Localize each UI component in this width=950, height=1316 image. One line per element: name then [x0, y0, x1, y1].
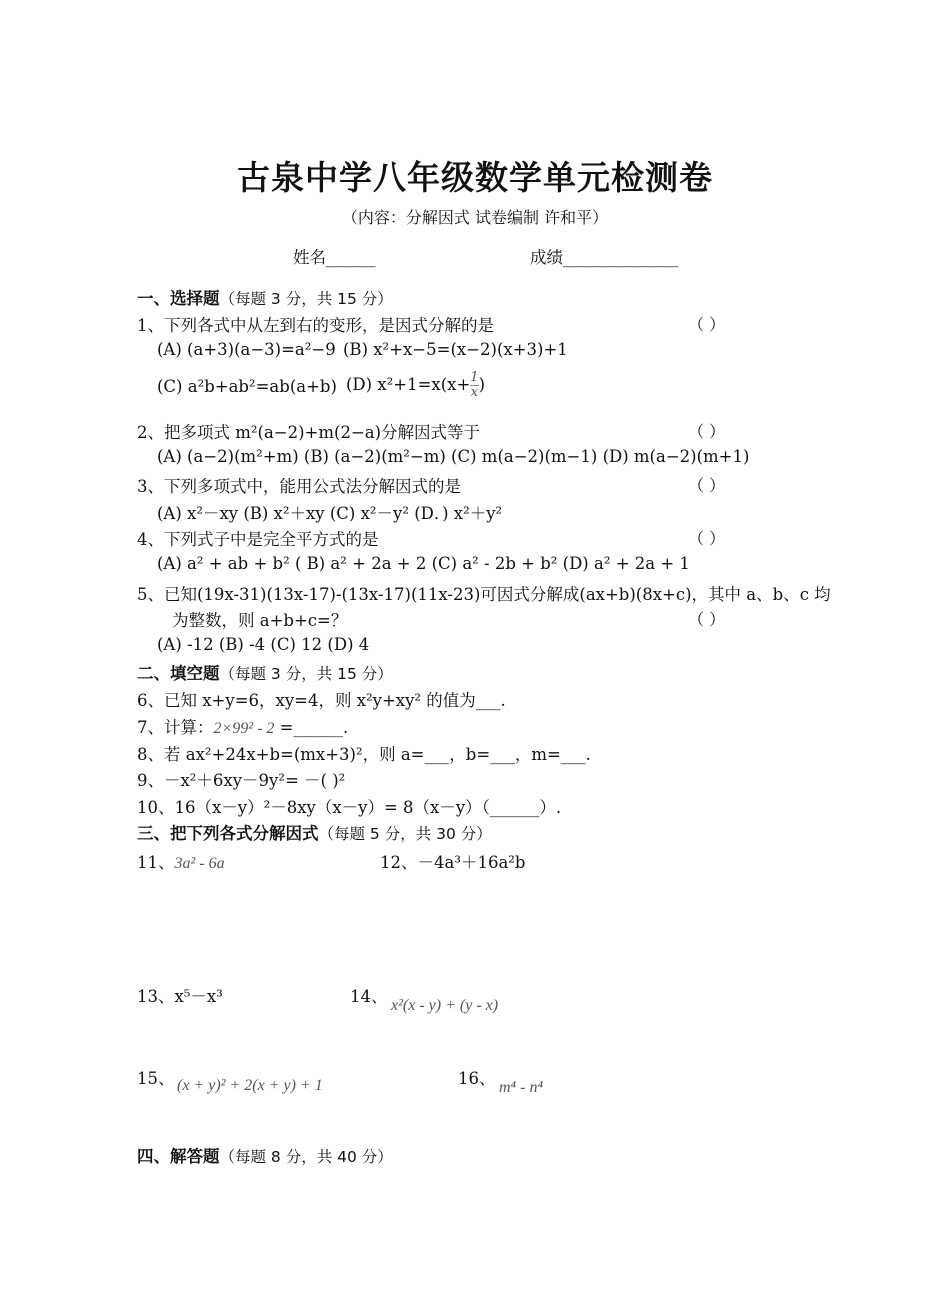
- q5-options: (A) -12 (B) -4 (C) 12 (D) 4: [157, 635, 370, 654]
- q5-answer-paren: （ ）: [688, 610, 726, 629]
- q13: 13、x⁵－x³: [137, 987, 223, 1006]
- q15-label: 15、: [137, 1069, 175, 1088]
- q1-option-a: (A) (a+3)(a−3)=a²−9: [157, 340, 336, 359]
- q16-expr: m⁴ - n⁴: [499, 1079, 544, 1096]
- q1-answer-paren: （ ）: [688, 315, 726, 334]
- section1-heading: 一、选择题（每题 3 分，共 15 分）: [137, 289, 393, 308]
- q4-options: (A) a² + ab + b² ( B) a² + 2a + 2 (C) a² - 2b + b² (D) a² + 2a + 1: [157, 554, 690, 573]
- q1-option-c: (C) a²b+ab²=ab(a+b): [157, 377, 337, 396]
- q2-stem: 2、把多项式 m²(a−2)+m(2−a)分解因式等于: [137, 423, 481, 442]
- q1-option-d: (D) x²+1=x(x+ $\frac{1}{x}$ ): [346, 370, 486, 400]
- section2-heading: 二、填空题（每题 3 分，共 15 分）: [137, 664, 393, 683]
- q8: 8、若 ax²+24x+b=(mx+3)²，则 a=___，b=___，m=___.: [137, 745, 591, 764]
- q2-options: (A) (a−2)(m²+m) (B) (a−2)(m²−m) (C) m(a−2)(m−1) (D) m(a−2)(m+1): [157, 447, 750, 466]
- q2-answer-paren: （ ）: [688, 422, 726, 441]
- q6: 6、已知 x+y=6，xy=4，则 x²y+xy² 的值为___.: [137, 691, 506, 710]
- q5-stem: 5、已知(19x-31)(13x-17)-(13x-17)(11x-23)可因式分解成(ax+b)(8x+c)，其中 a、b、c 均: [137, 585, 831, 604]
- q1-stem: 1、下列各式中从左到右的变形，是因式分解的是: [137, 316, 494, 335]
- q16-label: 16、: [458, 1069, 496, 1088]
- q4-answer-paren: （ ）: [688, 529, 726, 548]
- name-field: 姓名______: [293, 248, 376, 267]
- page-title: 古泉中学八年级数学单元检测卷: [237, 158, 713, 197]
- q4-stem: 4、下列式子中是完全平方式的是: [137, 530, 379, 549]
- score-field: 成绩______________: [530, 248, 679, 267]
- q1-option-b: (B) x²+x−5=(x−2)(x+3)+1: [343, 340, 568, 359]
- q10: 10、16（x－y）²－8xy（x－y）= 8（x－y）（______）.: [137, 798, 562, 817]
- q3-answer-paren: （ ）: [688, 476, 726, 495]
- q3-stem: 3、下列多项式中，能用公式法分解因式的是: [137, 477, 461, 496]
- q15-expr: (x + y)² + 2(x + y) + 1: [177, 1077, 323, 1094]
- q11: 11、3a² - 6a: [137, 853, 225, 872]
- q7: 7、计算：2×99² - 2 =______.: [137, 718, 349, 737]
- q5-stem-cont: 为整数，则 a+b+c=？: [172, 611, 348, 630]
- q3-options: (A) x²－xy (B) x²＋xy (C) x²－y² (D．) x²＋y²: [157, 504, 503, 523]
- q12: 12、－4a³＋16a²b: [380, 853, 526, 872]
- page-subtitle: （内容：分解因式 试卷编制 许和平）: [341, 208, 609, 227]
- fraction-one-over-x: $\frac{1}{x}$: [470, 370, 479, 400]
- q14-label: 14、: [350, 987, 388, 1006]
- section4-heading: 四、解答题（每题 8 分，共 40 分）: [137, 1147, 393, 1166]
- q14-expr: x²(x - y) + (y - x): [391, 997, 499, 1014]
- q9: 9、－x²＋6xy－9y²= －( )²: [137, 771, 346, 790]
- section3-heading: 三、把下列各式分解因式（每题 5 分，共 30 分）: [137, 824, 492, 843]
